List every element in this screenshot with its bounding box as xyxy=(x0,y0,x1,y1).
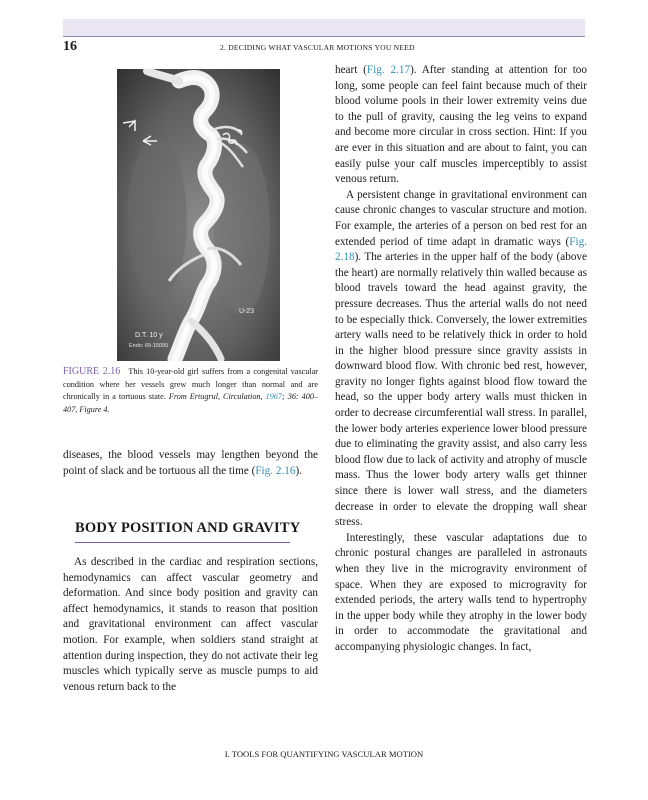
header-band xyxy=(63,19,585,37)
left-continuation-text: diseases, the blood vessels may lengthen beyond the point of slack and be tortuous all the time (Fig. 2.16). xyxy=(63,449,318,477)
caption-text: This 10-year-old girl suffers from a congenital vascular condition where her vessels grew much longer than normal and are chronically in a tortuous state. xyxy=(63,367,318,401)
caption-source: From Ertugrul, Circulation, 1967; 36: 400–407, Figure 4. xyxy=(63,392,319,414)
section-rule xyxy=(75,542,290,543)
figure-ref-link[interactable]: Fig. 2.16 xyxy=(255,464,296,477)
angiogram-image xyxy=(117,69,280,361)
paragraph: A persistent change in gravitational environment can cause chronic changes to vascular structure and motion. For example, the arteries of a person on bed rest for an extended period of time adapt in dramatic ways (Fig. 2.18). The arteries in the upper half of the body (above the heart) are normally relatively thin walled because as blood travels toward the head against gravity, the pressure decreases. Thus the arterial walls do not need to be especially thick. Conversely, the lower extremities artery walls need to be relatively thick in order to hold in the higher blood pressure since gravity assists in downward blood flow. With chronic bed rest, however, gravity no longer fights against blood flow toward the head, so the upper body artery walls must thicken in order to decrease circumferential wall stress. In parallel, the lower body arteries experience lower blood pressure due to eliminating the gravity assist, and also carry less blood flow due to lack of activity and atrophy of muscle mass. Thus the lower body artery walls get thinner since there is lower wall stress, and the diameters decrease in order to elevate the dropping wall shear stress. xyxy=(335,188,587,529)
paragraph: heart (Fig. 2.17). After standing at attention for too long, some people can feel faint because much of their blood volume pools in their lower extremity veins due to the pull of gravity, causing the leg veins to expand and become more circular in cross section. Hint: If you are ever in this situation and are about to faint, you can easily pulse your calf muscles imperceptibly to assist venous return. xyxy=(335,64,587,186)
left-section-paragraph: As described in the cardiac and respiration sections, hemodynamics can affect vascular geometry and deformation. And since body position and gravity can affect hemodynamics, it stands to reason that position and gravitational environment can affect vascular motion. For example, when soldiers stand straight at attention during inspection, they do not activate their leg muscles which typically serve as muscle pumps to aid venous return back to the xyxy=(63,556,318,693)
right-column xyxy=(335,63,587,656)
image-label: D.T. 10 y xyxy=(135,332,163,339)
section-heading: BODY POSITION AND GRAVITY xyxy=(75,520,301,536)
page-number: 16 xyxy=(63,39,77,54)
citation-year-link[interactable]: 1967 xyxy=(265,392,282,401)
running-head: 2. DECIDING WHAT VASCULAR MOTIONS YOU NEED xyxy=(220,43,415,52)
soft-tissue-shadow xyxy=(214,144,270,314)
figure-ref-link[interactable]: Fig. 2.17 xyxy=(366,64,411,76)
soft-tissue-shadow xyxy=(127,139,187,299)
figure-ref-link[interactable]: Fig. 2.18 xyxy=(335,235,587,264)
paragraph: Interestingly, these vascular adaptations due to chronic postural changes are paralleled in astronauts when they live in the microgravity environment of space. When they are exposed to microgravity for extended periods, the artery walls tend to hypertrophy in the upper body while they atrophy in the lower body in order to accommodate the gravitational and accompanying physiologic changes. In fact, xyxy=(335,531,587,653)
figure-caption xyxy=(63,366,318,416)
page-footer: I. TOOLS FOR QUANTIFYING VASCULAR MOTION xyxy=(224,749,424,759)
angiogram-figure xyxy=(117,69,280,361)
image-label: U-23 xyxy=(239,308,255,315)
figure-label: FIGURE 2.16 xyxy=(63,366,121,377)
image-label: Endo: 65-15095 xyxy=(129,343,169,349)
